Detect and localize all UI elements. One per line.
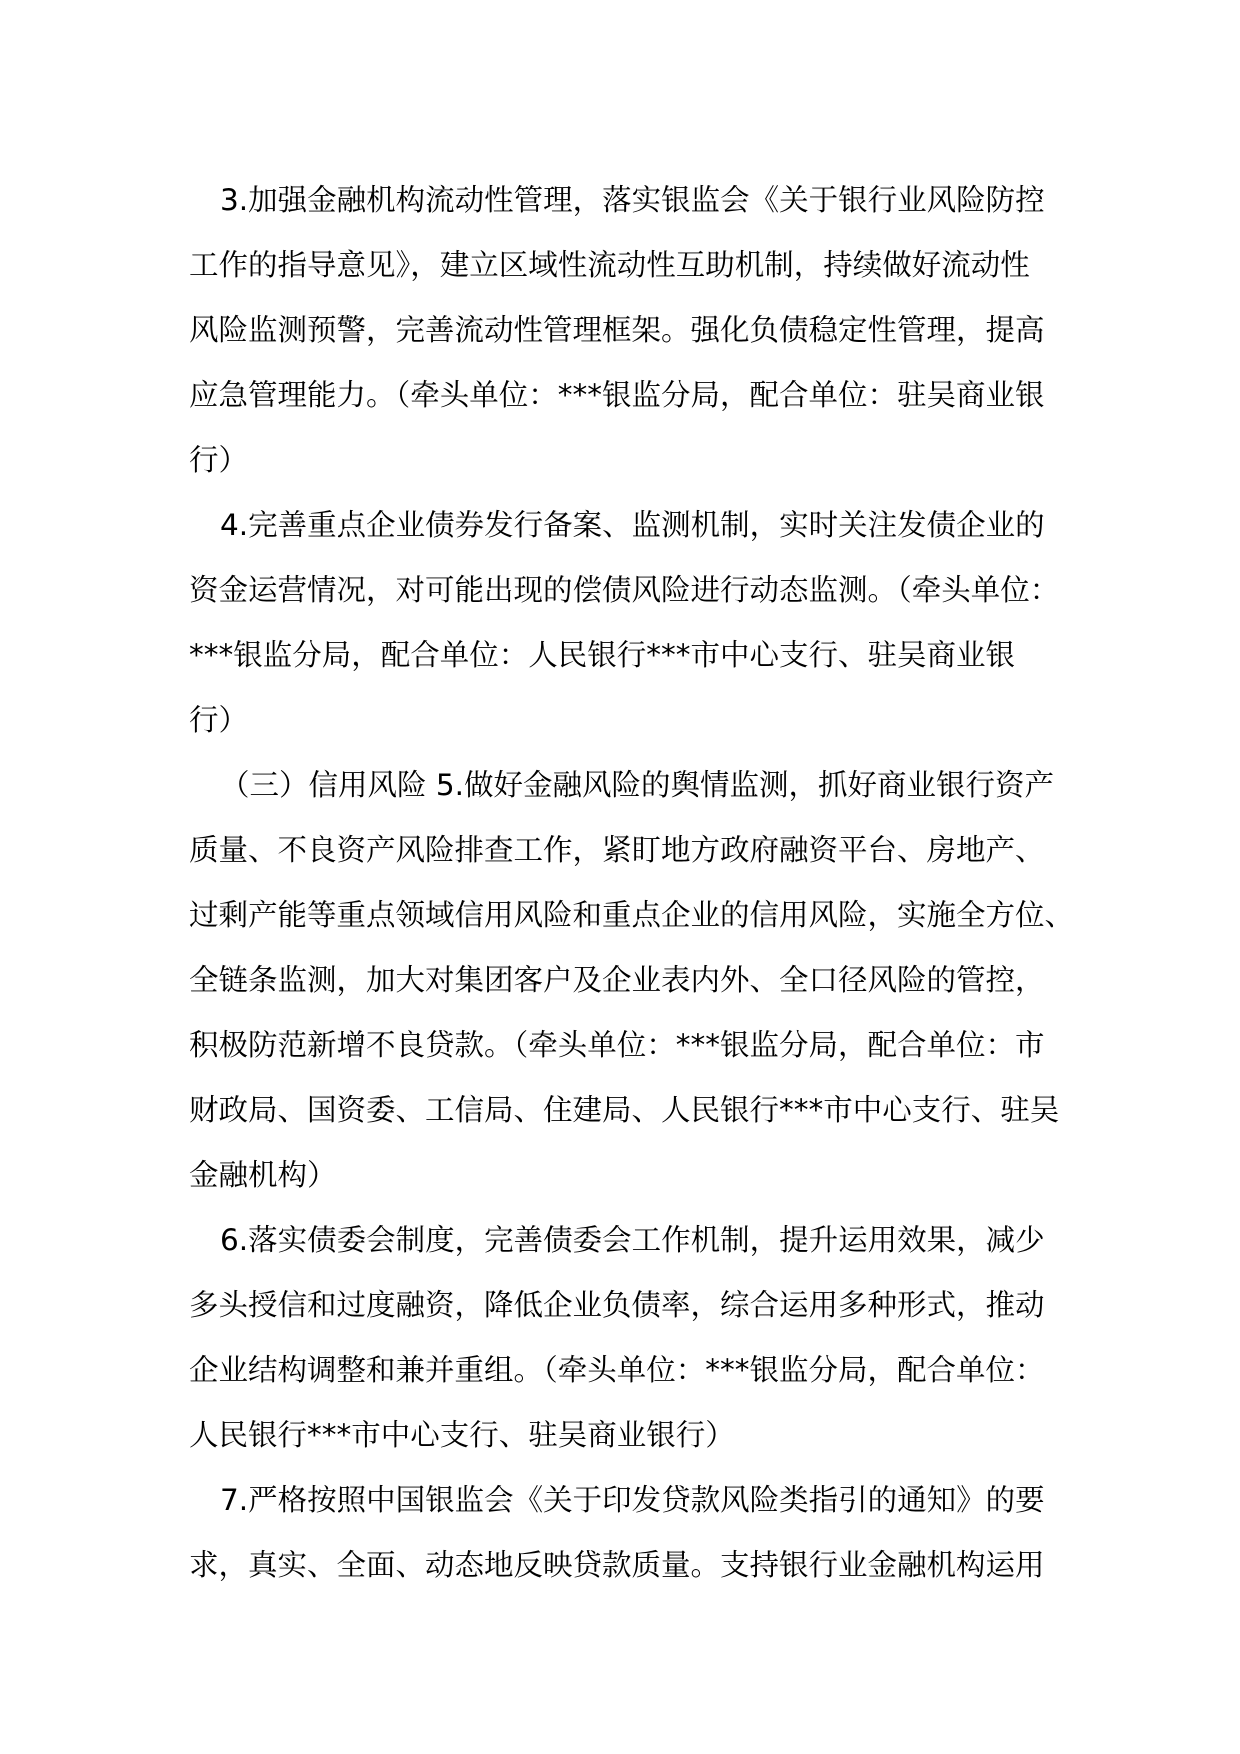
paragraph-loan-classification <box>189 1468 1089 1598</box>
paragraph-line: 财政局、国资委、工信局、住建局、人民银行***市中心支行、驻吴 <box>189 1093 1060 1127</box>
paragraph-line: 全链条监测，加大对集团客户及企业表内外、全口径风险的管控， <box>189 963 1045 997</box>
paragraph-line: 企业结构调整和兼并重组。（牵头单位：***银监分局，配合单位： <box>189 1353 1045 1387</box>
paragraph-line: 质量、不良资产风险排查工作，紧盯地方政府融资平台、房地产、 <box>189 833 1045 867</box>
paragraph-line: 求，真实、全面、动态地反映贷款质量。支持银行业金融机构运用 <box>189 1548 1045 1582</box>
paragraph-line: 过剩产能等重点领域信用风险和重点企业的信用风险，实施全方位、 <box>189 898 1075 932</box>
paragraph-line: 金融机构） <box>189 1158 337 1192</box>
paragraph-credit-risk <box>189 753 1089 1208</box>
paragraph-line: ***银监分局，配合单位：人民银行***市中心支行、驻吴商业银 <box>189 638 1016 672</box>
paragraph-line: 应急管理能力。（牵头单位：***银监分局，配合单位：驻吴商业银 <box>189 378 1045 412</box>
paragraph-line: 7.严格按照中国银监会《关于印发贷款风险类指引的通知》的要 <box>220 1483 1045 1517</box>
paragraph-line: 行） <box>189 443 249 477</box>
paragraph-line: 工作的指导意见》，建立区域性流动性互助机制，持续做好流动性 <box>189 248 1030 282</box>
paragraph-line: 风险监测预警，完善流动性管理框架。强化负债稳定性管理，提高 <box>189 313 1045 347</box>
paragraph-line: 4.完善重点企业债券发行备案、监测机制，实时关注发债企业的 <box>220 508 1045 542</box>
paragraph-line: 6.落实债委会制度，完善债委会工作机制，提升运用效果，减少 <box>220 1223 1045 1257</box>
paragraph-line: 人民银行***市中心支行、驻吴商业银行） <box>189 1418 735 1452</box>
paragraph-line: 积极防范新增不良贷款。（牵头单位：***银监分局，配合单位：市 <box>189 1028 1045 1062</box>
paragraph-line: 资金运营情况，对可能出现的偿债风险进行动态监测。（牵头单位： <box>189 573 1060 607</box>
document-body <box>189 168 1089 1598</box>
paragraph-line: 行） <box>189 703 249 737</box>
paragraph-line: 3.加强金融机构流动性管理，落实银监会《关于银行业风险防控 <box>220 183 1045 217</box>
paragraph-liquidity-management <box>189 168 1089 493</box>
paragraph-creditor-committee <box>189 1208 1089 1468</box>
paragraph-line: 多头授信和过度融资，降低企业负债率，综合运用多种形式，推动 <box>189 1288 1045 1322</box>
paragraph-line: （三）信用风险 5.做好金融风险的舆情监测，抓好商业银行资产 <box>220 768 1055 802</box>
paragraph-bond-monitoring <box>189 493 1089 753</box>
